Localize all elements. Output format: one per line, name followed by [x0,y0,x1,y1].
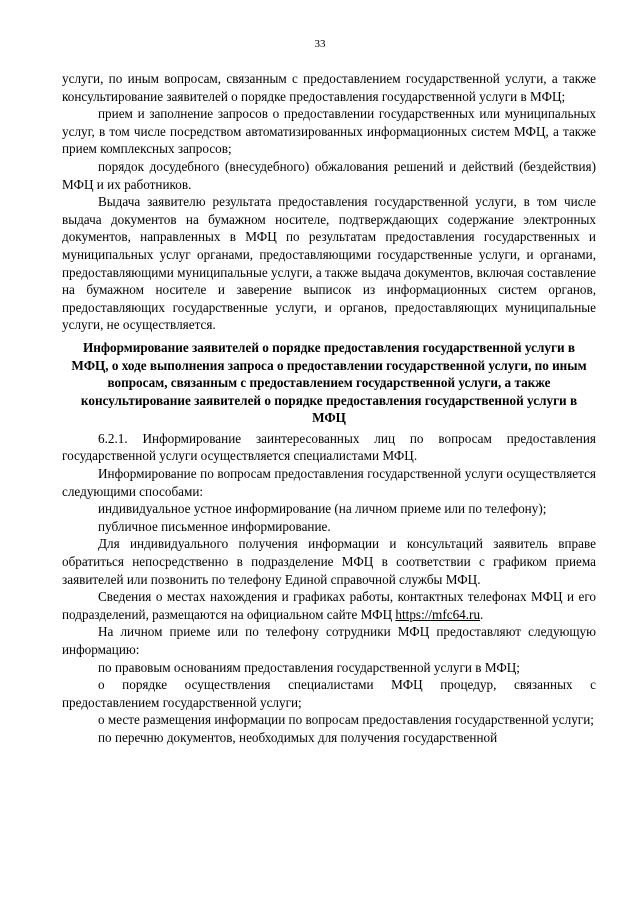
paragraph: о месте размещения информации по вопросам предоставления государственной услуги; [98,712,594,728]
mfc-website-paragraph [62,588,596,623]
paragraph: индивидуальное устное информирование (на личном приеме или по телефону); [98,501,547,517]
paragraphs-top [62,70,596,334]
paragraph: прием и заполнение запросов о предоставлении государственных или муниципальных услуг, в том числе посредством автоматизированных информационных систем МФЦ, а также прием комплексных запросов; [62,106,596,157]
mfc-website-text: Сведения о местах нахождения и графиках работы, контактных телефонах МФЦ и его подразделений, размещаются на официальном сайте МФЦ [62,589,596,622]
paragraph: по перечню документов, необходимых для получения государственной [98,729,498,745]
mfc-website-link[interactable]: https://mfc64.ru [395,606,481,622]
paragraph: На личном приеме или по телефону сотрудники МФЦ предоставляют следующую информацию: [62,624,596,657]
paragraphs-bottom [62,430,596,588]
section-heading: Информирование заявителей о порядке предоставления государственной услуги в МФЦ, о ходе выполнения запроса о предоставлении государственной услуги, по иным вопросам, связанным с предоставлением государственной услуги, а также консультирование заявителей о порядке предоставления государственной услуги в МФЦ [71,339,587,426]
paragraph: Информирование по вопросам предоставления государственной услуги осуществляется следующими способами: [62,466,596,499]
document-body [62,70,596,747]
paragraph: 6.2.1. Информирование заинтересованных лиц по вопросам предоставления государственной услуги осуществляется специалистами МФЦ. [62,430,596,464]
paragraphs-end [62,623,596,746]
paragraph: порядок досудебного (внесудебного) обжалования решений и действий (бездействия) МФЦ и их работников. [62,158,596,192]
paragraph: по правовым основаниям предоставления государственной услуги в МФЦ; [98,659,520,675]
paragraph: о порядке осуществления специалистами МФЦ процедур, связанных с предоставлением государственной услуги; [62,677,596,710]
paragraph: публичное письменное информирование. [98,518,331,534]
mfc-website-text-end: . [480,606,484,622]
paragraph: услуги, по иным вопросам, связанным с предоставлением государственной услуги, а также консультирование заявителей о порядке предоставления государственной услуги в МФЦ; [62,71,596,104]
paragraph: Для индивидуального получения информации и консультаций заявитель вправе обратиться непосредственно в подразделение МФЦ в соответствии с графиком приема заявителей или позвонить по телефону Единой справочной службы МФЦ. [62,536,596,587]
paragraph: Выдача заявителю результата предоставления государственной услуги, в том числе выдача документов на бумажном носителе, подтверждающих содержание электронных документов, направленных в МФЦ по результатам предоставления государственных и муниципальных услуг органами, предоставляющими государственные услуги, и органами, предоставляющими муниципальные услуги, а также выдача документов, включая составление на бумажном носителе и заверение выписок из информационных систем органов, предоставляющих государственные услуги, и органов, предоставляющих муниципальные услуги, не осуществляется. [62,194,596,333]
page-number: 33 [314,38,326,50]
